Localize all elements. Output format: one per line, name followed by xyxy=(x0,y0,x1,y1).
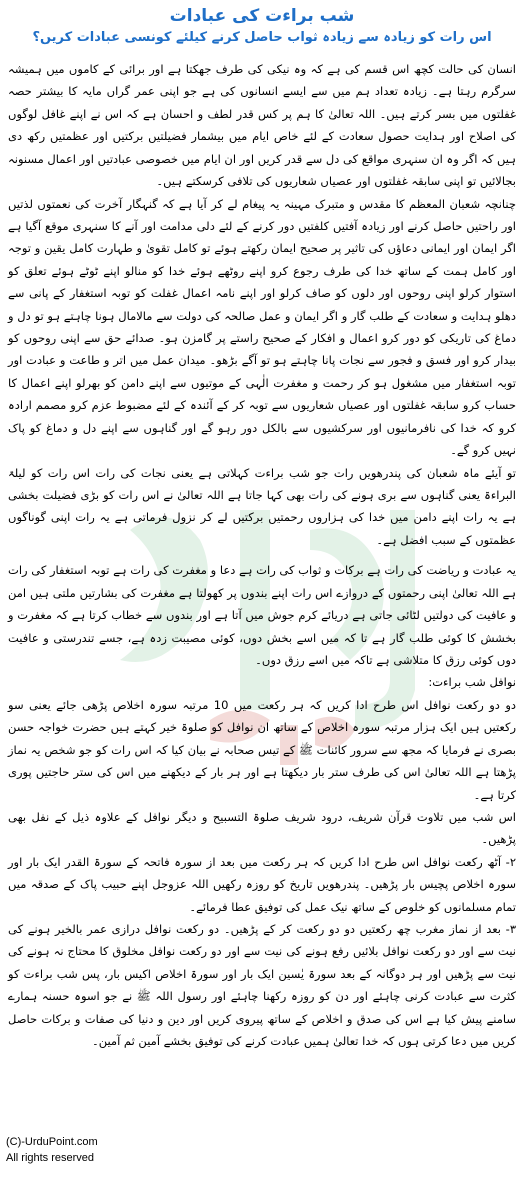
article-title: شب براءت کی عبادات xyxy=(169,6,355,26)
section-heading-nawafil: نوافل شب براءت: xyxy=(428,675,516,690)
page-footer xyxy=(6,1134,98,1166)
article-subtitle: اس رات کو زیادہ سے زیادہ ثواب حاصل کرنے کیلئے کونسی عبادات کریں؟ xyxy=(32,30,492,45)
article-content xyxy=(4,4,520,1053)
paragraph-nawafil-2: ۲- آٹھ رکعت نوافل اس طرح ادا کریں کہ ہر رکعت میں بعد از سورہ فاتحہ کے سورۃ القدر ایک بار اور سورہ اخلاص پچیس بار پڑھیں۔ پندرھویں تاریخ کو روزہ رکھیں اللہ عزوجل اپنے حبیب پاک کے صدقہ میں تمام مسلمانوں کو خلوص کے ساتھ نیک عمل کی توفیق عطا فرمائے۔ xyxy=(8,854,516,914)
paragraph-nawafil-1: دو دو رکعت نوافل اس طرح ادا کریں کہ ہر رکعت میں 10 مرتبہ سورہ اخلاص پڑھی جائے یعنی سو رکعتیں ہیں ایک ہزار مرتبہ سورہ اخلاص کے ساتھ ان نوافل کو صلوۃ خیر کہتے ہیں حضرت خواجہ حسن بصری نے فرمایا کہ مجھ سے سرور کائنات ﷺ کے تیس صحابہ نے بیان کیا کہ اس رات کو جو شخص یہ نماز پڑھتا ہے اللہ تعالیٰ اس کی طرف ستر بار دیکھتا ہے اور ہر بار کے دیکھنے میں اس کی ستر حاجتیں پوری کرتا ہے۔ xyxy=(8,697,516,802)
paragraph-shaban: چنانچہ شعبان المعظم کا مقدس و متبرک مہینہ یہ پیغام لے کر آیا ہے کہ گنہگار آخرت کی نعمتوں لذتیں اور راحتیں حاصل کرنے اور زیادہ آفتیں کلفتیں دور کرنے کے لئے دلی مدامت اور آنے کا سنہری موقع آگیا ہے اگر ایمان اور ایمانی دعاؤں کی تاثیر پر صحیح ایمان رکھتے ہوئے تو کامل تقویٰ و طہارت کامل یقین و توجہ اور کامل ہمت کے ساتھ خدا کی طرف رجوع کرو اپنے روٹھے ہوئے خدا کو منالو اپنے ٹوٹے ہوئے تعلق کو استوار کرلو اپنی روحوں اور دلوں کو صاف کرلو اور اپنے نامہ اعمال غفلت کو توبہ استغفار کے پانی سے دھلو ہدایت و سعادت کے طلب گار و اگر ایمان و عمل صالحہ کی دولت سے مالامال ہونا چاہتے ہو تو دل و دماغ کی تاریکی کو دور کرو اعمال و افکار کے صحیح راستے پر گامزن ہو۔ صدائے حق سے اپنی روحوں کو بیدار کرو اور فسق و فجور سے نجات پانا چاہتے ہو تو آگے بڑھو۔ میدان عمل میں اتر و طاعت و عبادت اور توبہ استغفار میں مشغول ہو کر رحمت و مغفرت الٰہی کے موتیوں سے اپنے دامن کو بھرلو اپنے اعمال کا حساب کرو سابقہ غفلتوں اور عصیاں شعاریوں سے توبہ کر کے آئندہ کے لئے مضبوط عزم کرو مصمم ارادہ کرو کہ خدا کی نافرمانیوں اور سرکشیوں سے بالکل دور رہو گے اور گناہوں سے اپنے دل و دماغ کو پاک نہیں کرو گے۔ xyxy=(8,196,516,458)
spacer xyxy=(4,50,520,58)
paragraph-intro: انسان کی حالت کچھ اس قسم کی ہے کہ وہ نیکی کی طرف جھکتا ہے اور برائی کے کاموں میں ہمیشہ سرگرم رہتا ہے۔ زیادہ تعداد ہم میں سے ایسے انسانوں کی ہے جو اپنی عمر گراں مایہ کا بیشتر حصہ غفلتوں میں بسر کرتے ہیں۔ اللہ تعالیٰ کا ہم پر کس قدر لطف و احسان ہے کہ اس نے اپنے غافل لوگوں کی اصلاح اور ہدایت حصول سعادت کے لئے خاص ایام میں بیشمار فضیلتیں برکتیں اور عظمتیں رکھ دی ہیں کہ اگر وہ ان سنہری مواقع کی دل سے قدر کریں اور ان ایام میں خصوصی عبادتیں اور اعمال مسنونہ بجالائیں تو اپنی سابقہ غفلتوں اور عصیاں شعاریوں کی تلافی کرسکتے ہیں۔ xyxy=(8,62,516,189)
paragraph-night-of-salvation: تو آیئے ماہ شعبان کی پندرھویں رات جو شب براءت کہلاتی ہے یعنی نجات کی رات اس رات کو لیلۃ البراءۃ یعنی گناہوں سے بری ہونے کی رات بھی کہا جاتا ہے اللہ تعالیٰ نے اس رات کو بڑی فضیلت بخشی ہے یہ رات اپنے دامن میں خدا کی ہزاروں رحمتیں برکتیں لے کر نزول فرماتی ہے یہ رات اپنی گوناگوں عظمتوں کے سبب افضل ہے۔ xyxy=(8,465,516,547)
spacer xyxy=(4,551,520,559)
copyright-text: (C)-UrduPoint.com xyxy=(6,1136,98,1148)
rights-text: All rights reserved xyxy=(6,1152,95,1164)
paragraph-recitation: اس شب میں تلاوت قرآن شریف، درود شریف صلوۃ التسبیح و دیگر نوافل کے علاوہ ذیل کے نفل بھی پڑھیں۔ xyxy=(8,809,516,847)
paragraph-night-of-worship: یہ عبادت و ریاضت کی رات ہے برکات و ثواب کی رات ہے دعا و مغفرت کی رات ہے توبہ استغفار کی رات ہے اللہ تعالیٰ اپنی رحمتوں کے دروازے اس رات اپنے بندوں پر کھولتا ہے مغفرت کی بشارتیں ملتی ہیں امن و عافیت کی دولتیں لٹائی جاتی ہے دریائے کرم جوش میں آتا ہے اور بندوں سے خطاب کرتا ہے کہ مغفرت و بخشش کا کوئی طلب گار ہے تا کہ میں اسے بخش دوں، کوئی مصیبت زدہ ہے، جسے تندرستی و عافیت دوں کوئی رزق کا متلاشی ہے تاکہ میں اسے رزق دوں۔ xyxy=(8,563,516,667)
paragraph-nawafil-3: ۳- بعد از نماز مغرب چھ رکعتیں دو دو رکعت کر کے پڑھیں۔ دو رکعت نوافل درازی عمر بالخیر ہونے کی نیت سے اور دو رکعت نوافل بلائیں رفع ہونے کی نیت سے اور دو رکعت نوافل مخلوق کا محتاج نہ ہونے کی نیت سے پڑھیں اور ہر دوگانہ کے بعد سورۃ یٰسین ایک بار اور سورۃ اخلاص اکیس بار، پس شب براءت کو کثرت سے عبادت کرنی چاہئے اور دن کو روزہ رکھنا چاہئے اور رسول اللہ ﷺ نے جو اسوہ حسنہ ہمارے سامنے پیش کیا ہے اس کی صدق و اخلاص کے ساتھ پیروی کریں اور دین و دنیا کی صفات و برکات حاصل کریں میں دعا کرتی ہوں کہ خدا تعالیٰ ہمیں عبادت کرنے کی توفیق بخشے آمین ثم آمین۔ xyxy=(8,922,516,1049)
